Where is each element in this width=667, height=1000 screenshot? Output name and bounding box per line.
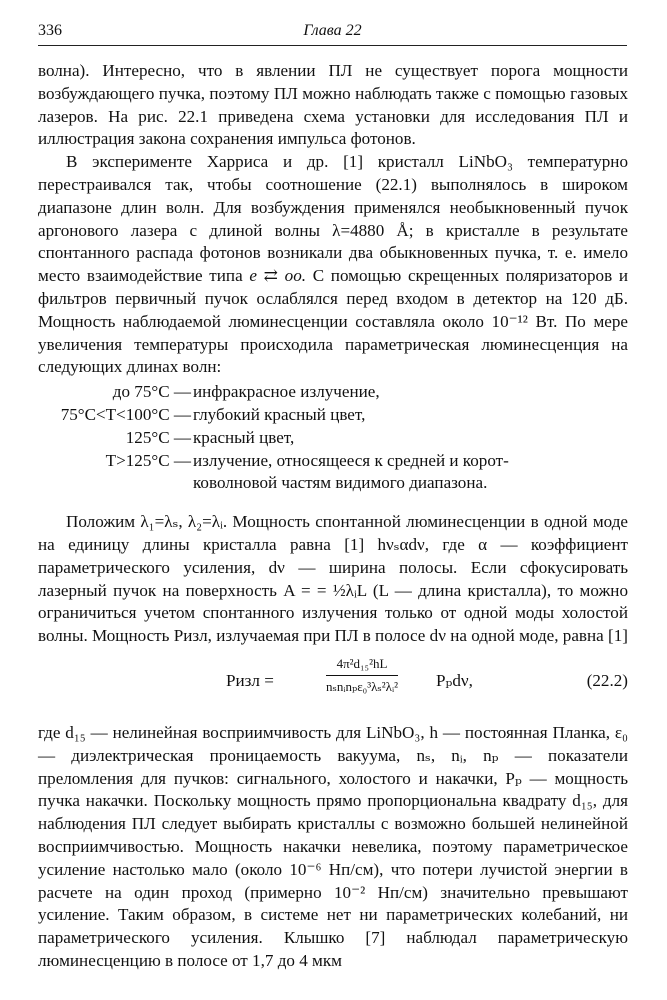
equation-rhs: Pₚdν, bbox=[436, 670, 473, 690]
list-continuation: коволновой частям видимого диапазона. bbox=[193, 473, 488, 493]
interaction-type: e ⇄ oo. bbox=[249, 266, 307, 286]
list-description: инфракрасное излучение, bbox=[193, 382, 380, 402]
equation-fraction bbox=[326, 656, 398, 695]
header-rule bbox=[38, 45, 627, 46]
page-body bbox=[38, 60, 628, 973]
paragraph-4: где d₁₅ — нелинейная восприимчивость для LiNbO₃, h — постоянная Планка, ε₀ — диэлектрическая проницаемость вакуума, nₛ, nᵢ, nₚ — показатели преломления для пучков: сигнального, холостого и накачки, Pₚ — мощность пучка накачки. Поскольку мощность прямо пропорциональна квадрату d₁₅, для наблюдения ПЛ следует выбирать кристаллы с возможно большей нелинейной восприимчивостью. Мощность накачки невелика, поэтому параметрическое усиление настолько мало (около 10⁻⁶ Нп/см), что потери лучистой энергии в расчете на один проход (примерно 10⁻² Нп/см) значительно превышают усиление. Таким образом, в системе нет ни параметрических колебаний, ни параметрического усиления. Клышко [7] наблюдал параметрическую люминесценцию в полосе от 1,7 до 4 мкм bbox=[38, 722, 628, 970]
list-item-continuation bbox=[38, 472, 628, 495]
page-header bbox=[38, 22, 627, 44]
chapter-title: Глава 22 bbox=[303, 22, 362, 39]
list-description: красный цвет, bbox=[193, 427, 295, 447]
list-item bbox=[38, 381, 628, 404]
equation-denominator: nₛnᵢnₚε₀³λₛ²λᵢ² bbox=[326, 678, 399, 694]
equation-numerator: 4π²d₁₅²hL bbox=[326, 656, 398, 676]
equation-lhs: Pизл = bbox=[226, 670, 274, 690]
list-item bbox=[38, 450, 628, 473]
list-condition: T>125°С — bbox=[105, 450, 191, 470]
list-description: излучение, относящееся к средней и корот- bbox=[193, 450, 509, 470]
list-condition: 125°С — bbox=[125, 427, 191, 447]
paragraph-2-part-a: В эксперименте Харриса и др. [1] кристалл LiNbO₃ температурно перестраивался так, чтобы соотношение (22.1) выполнялось в широком диапазоне длин волн. Для возбуждения применялся необыкновенный пучок аргонового лазера с длиной волны λ=4880 Å; в кристалле в результате спонтанного распада фотонов возникали два обыкновенных пучка, т. е. имело место взаимодействие типа bbox=[38, 152, 628, 286]
list-item bbox=[38, 404, 628, 427]
equation-22-2 bbox=[38, 652, 628, 716]
paragraph-1: волна). Интересно, что в явлении ПЛ не существует порога мощности возбуждающего пучка, поэтому ПЛ можно наблюдать также с помощью газовых лазеров. На рис. 22.1 приведена схема установки для исследования ПЛ и иллюстрация закона сохранения импульса фотонов. bbox=[38, 61, 628, 149]
paragraph-2-part-b: С помощью скрещенных поляризаторов и фильтров первичный пучок ослаблялся перед входом в детектор на 120 дБ. Мощность наблюдаемой люминесценции составляла около 10⁻¹² Вт. По мере увеличения температуры происходила параметрическая люминесценция на следующих длинах волн: bbox=[38, 266, 628, 377]
paragraph-2 bbox=[38, 151, 628, 379]
page-number: 336 bbox=[38, 22, 62, 39]
paragraph-3: Положим λ₁=λₛ, λ₂=λᵢ. Мощность спонтанной люминесценции в одной моде на единицу длины кристалла равна [1] hνₛαdν, где α — коэффициент параметрического усиления, dν — ширина полосы. Если сфокусировать лазерный пучок на поверхность A = = ½λᵢL (L — длина кристалла), то можно ограничиться учетом спонтанного излучения только от одной моды холостой волны. Мощность Pизл, излучаемая при ПЛ в полосе dν на одной моде, равна [1] bbox=[38, 512, 628, 646]
list-item bbox=[38, 427, 628, 450]
spacer bbox=[38, 497, 628, 511]
equation-number: (22.2) bbox=[586, 670, 628, 690]
list-condition: до 75°С — bbox=[112, 382, 191, 402]
list-description: глубокий красный цвет, bbox=[193, 404, 366, 424]
list-condition: 75°С<T<100°С — bbox=[60, 404, 191, 424]
wavelength-list bbox=[38, 381, 628, 495]
